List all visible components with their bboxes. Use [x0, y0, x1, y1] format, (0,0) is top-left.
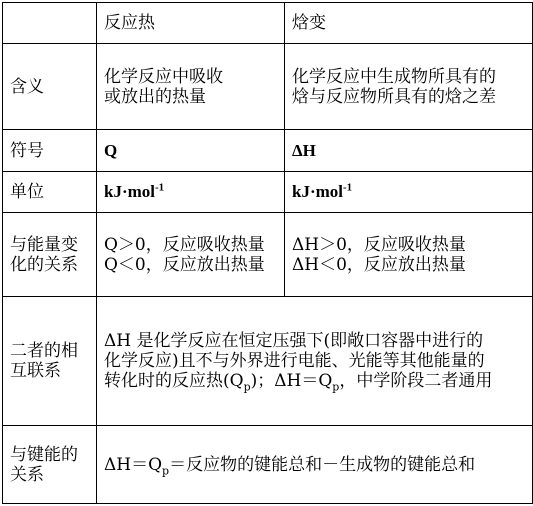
- symbol-delta-h: ΔH: [285, 130, 533, 172]
- relation-text: [97, 297, 533, 426]
- unit-col1-exponent: -1: [155, 181, 165, 194]
- relation-line2: 化学反应)且不与外界进行电能、光能等其他能量的: [104, 351, 485, 371]
- relation-line3-sub1: p: [243, 380, 251, 394]
- meaning-col2-line2: 焓与反应物所具有的焓之差: [292, 86, 496, 107]
- row-energy-col2: [285, 213, 533, 297]
- row-relation: [3, 297, 533, 426]
- row-meaning-col2: [285, 44, 533, 130]
- unit-col1: [97, 172, 285, 213]
- bond-line: [104, 455, 532, 475]
- bond-label-line2: 关系: [10, 464, 44, 485]
- row-bond-label: [3, 426, 97, 504]
- energy-col1-line1: Q＞0，反应吸收热量: [104, 234, 265, 255]
- row-energy: [3, 213, 533, 297]
- row-meaning-label: 含义: [3, 44, 97, 130]
- row-meaning-col1: [97, 44, 285, 130]
- header-enthalpy-change: 焓变: [285, 3, 533, 44]
- energy-col2-line2: ΔH＜0，反应放出热量: [292, 254, 466, 275]
- header-reaction-heat: 反应热: [97, 3, 285, 44]
- relation-label-line2: 互联系: [10, 361, 61, 381]
- row-symbol-label: 符号: [3, 130, 97, 172]
- relation-line3-b: )；ΔH＝Q: [250, 371, 333, 391]
- unit-col2-exponent: -1: [343, 181, 353, 194]
- row-symbol: [3, 130, 533, 172]
- row-energy-col1: [97, 213, 285, 297]
- comparison-table: [2, 2, 533, 504]
- unit-col2-base: kJ·mol: [292, 182, 344, 201]
- unit-col1-base: kJ·mol: [104, 182, 156, 201]
- meaning-col1-line2: 或放出的热量: [104, 86, 206, 107]
- meaning-col2-line1: 化学反应中生成物所具有的: [292, 66, 496, 87]
- header-corner-cell: [3, 3, 97, 44]
- row-unit-label: 单位: [3, 172, 97, 213]
- row-relation-label: [3, 297, 97, 426]
- bond-text-sub: p: [162, 463, 170, 477]
- header-row: [3, 3, 533, 44]
- relation-line3: [104, 371, 532, 394]
- bond-label-line1: 与键能的: [10, 444, 78, 465]
- relation-label-line1: 二者的相: [10, 341, 78, 361]
- relation-line3-c: ，中学阶段二者通用: [339, 371, 493, 391]
- row-meaning: [3, 44, 533, 130]
- row-unit: [3, 172, 533, 213]
- relation-line1: ΔH 是化学反应在恒定压强下(即敞口容器中进行的: [104, 331, 484, 351]
- row-bond: [3, 426, 533, 504]
- energy-label-line1: 与能量变: [10, 234, 78, 255]
- energy-col2-line1: ΔH＞0，反应吸收热量: [292, 234, 466, 255]
- bond-text-b: ＝反应物的键能总和－生成物的键能总和: [169, 454, 476, 475]
- symbol-q: Q: [97, 130, 285, 172]
- energy-label-line2: 化的关系: [10, 254, 78, 275]
- bond-text-a: ΔH＝Q: [104, 454, 163, 475]
- row-energy-label: [3, 213, 97, 297]
- relation-line3-a: 转化时的反应热(Q: [104, 371, 244, 391]
- relation-line3-sub2: p: [332, 380, 340, 394]
- unit-col2: [285, 172, 533, 213]
- energy-col1-line2: Q＜0，反应放出热量: [104, 254, 265, 275]
- meaning-col1-line1: 化学反应中吸收: [104, 66, 223, 87]
- bond-text: [97, 426, 533, 504]
